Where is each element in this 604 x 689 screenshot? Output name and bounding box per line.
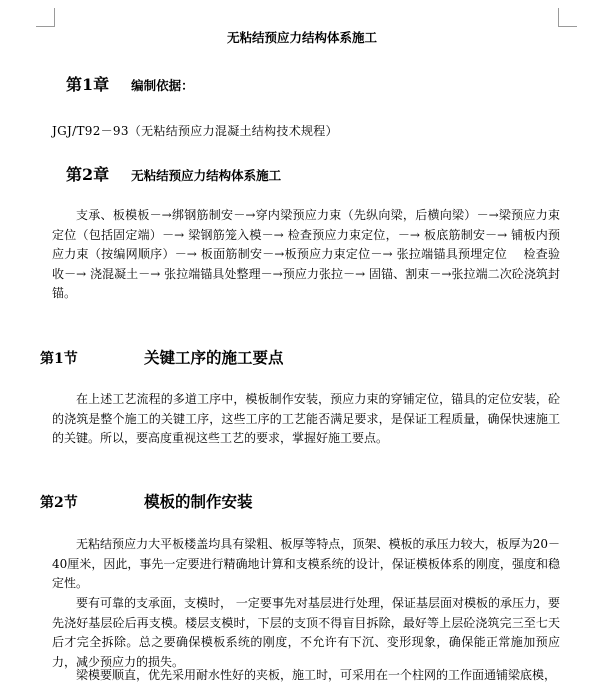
section-1-number: 第1节 [40, 351, 78, 367]
section-1-paragraph: 在上述工艺流程的多道工序中，模板制作安装，预应力束的穿铺定位，锚具的定位安装，砼的浇筑是整个施工的关键工序，这些工序的工艺能否满足要求，是保证工程质量，确保快速施工的关键。所以，要高度重视这些工艺的要求，掌握好施工要点。 [52, 392, 560, 446]
chapter-2-title: 无粘结预应力结构体系施工 [131, 168, 282, 183]
chapter-1-title: 编制依据： [131, 78, 194, 93]
process-flow-paragraph: 支承、板模板－→绑钢筋制安－→穿内梁预应力束（先纵向梁，后横向梁）－→梁预应力束定位（包括固定端）－→ 梁钢筋笼入模－→ 检查预应力束定位，－→ 板底筋制安－→ 铺板内预应力束（按编网顺序）－→ 板面筋制安－→板预应力束定位－→ 张拉端锚具预埋定位 检查验收－→ 浇混凝土－→ 张拉端锚具处整理－→预应力张拉－→ 固锚、割束－→张拉端二次砼浇筑封锚。 [52, 208, 560, 301]
section-2-paragraph-3: 梁模要顺直，优先采用耐水性好的夹板，施工时，可采用在一个柱网的工作面通铺梁底模， [76, 668, 557, 682]
standard-reference: JGJ/T92－93（无粘结预应力混凝土结构技术规程） [52, 124, 338, 138]
section-1-title: 关键工序的施工要点 [144, 348, 284, 367]
document-title: 无粘结预应力结构体系施工 [226, 30, 377, 45]
section-2-title: 模板的制作安装 [144, 492, 253, 511]
section-2-heading [40, 490, 253, 512]
chapter-2-heading [66, 162, 281, 185]
chapter-1-number: 第1章 [66, 75, 110, 94]
margin-corner-mark-left [36, 8, 55, 27]
margin-corner-mark-right [558, 8, 577, 27]
section-2-paragraph-1: 无粘结预应力大平板楼盖均具有梁粗、板厚等特点，顶架、模板的承压力较大，板厚为20－40厘米，因此，事先一定要进行精确地计算和支模系统的设计，保证模板体系的刚度，强度和稳定性。 [52, 537, 560, 591]
section-2-number: 第2节 [40, 495, 78, 511]
section-1-heading [40, 346, 284, 368]
chapter-2-number: 第2章 [66, 165, 110, 184]
chapter-1-heading [66, 72, 194, 95]
section-2-paragraph-2: 要有可靠的支承面，支模时， 一定要事先对基层进行处理，保证基层面对模板的承压力，要先浇好基层砼后再支模。楼层支模时，下层的支顶不得盲目拆除，最好等上层砼浇筑完三至七天后才完全拆除。总之要确保模板系统的刚度，不允许有下沉、变形现象，确保能正常施加预应力，减少预应力的损失。 [52, 596, 560, 669]
